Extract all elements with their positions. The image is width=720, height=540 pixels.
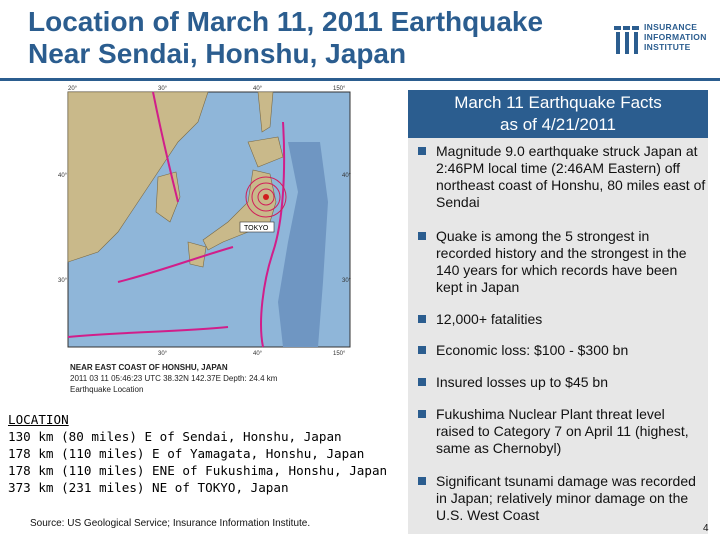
title-line-2: Near Sendai, Honshu, Japan — [28, 38, 407, 69]
fact-text: Magnitude 9.0 earthquake struck Japan at 2:46PM local time (2:46AM Eastern) off northeast coast of Honshu, 80 miles east of Sendai — [436, 143, 706, 210]
location-heading: LOCATION — [8, 412, 69, 427]
fact-text: Quake is among the 5 strongest in recorded history and the strongest in the 140 years for which records have been kept in Japan — [436, 228, 687, 295]
title-line-1: Location of March 11, 2011 Earthquake — [28, 6, 544, 37]
square-bullet-icon — [418, 378, 426, 386]
map-caption-title: NEAR EAST COAST OF HONSHU, JAPAN — [70, 363, 228, 372]
page-number: 4 — [703, 523, 709, 534]
fact-text: 12,000+ fatalities — [436, 311, 543, 327]
square-bullet-icon — [418, 232, 426, 240]
fact-text: Insured losses up to $45 bn — [436, 374, 609, 390]
source-note: Source: US Geological Service; Insurance Information Institute. — [30, 518, 311, 529]
lat-label: 40° — [58, 173, 68, 179]
lon-label: 150° — [333, 351, 346, 357]
lon-label: 20° — [68, 86, 78, 92]
map-caption-footer: Earthquake Location — [70, 385, 144, 394]
earthquake-location-map — [58, 82, 358, 382]
fact-text: Economic loss: $100 - $300 bn — [436, 342, 629, 358]
location-line: 130 km (80 miles) E of Sendai, Honshu, Japan — [8, 429, 342, 444]
map-caption-detail: 2011 03 11 05:46:23 UTC 38.32N 142.37E Depth: 24.4 km — [70, 374, 278, 383]
lat-label: 30° — [342, 278, 352, 284]
location-line: 373 km (231 miles) NE of TOKYO, Japan — [8, 480, 289, 495]
facts-header-line-1: March 11 Earthquake Facts — [454, 93, 662, 112]
logo-text — [644, 22, 707, 52]
facts-header-line-2: as of 4/21/2011 — [500, 115, 616, 134]
square-bullet-icon — [418, 315, 426, 323]
location-block — [8, 411, 418, 496]
square-bullet-icon — [418, 410, 426, 418]
facts-header — [408, 90, 708, 138]
location-line: 178 km (110 miles) E of Yamagata, Honshu, Japan — [8, 446, 365, 461]
lon-label: 30° — [158, 86, 168, 92]
title-divider — [0, 78, 720, 81]
logo-line-2: INFORMATION — [644, 32, 707, 42]
logo-line-3: INSTITUTE — [644, 42, 691, 52]
logo-line-1: INSURANCE — [644, 22, 698, 32]
tokyo-label: TOKYO — [244, 225, 269, 232]
lon-label: 40° — [253, 351, 263, 357]
square-bullet-icon — [418, 147, 426, 155]
fact-text: Fukushima Nuclear Plant threat level raised to Category 7 on April 11 (highest, same as Chernobyl) — [436, 406, 689, 456]
map-caption — [70, 362, 360, 395]
lat-label: 30° — [58, 278, 68, 284]
square-bullet-icon — [418, 477, 426, 485]
lon-label: 150° — [333, 86, 346, 92]
lon-label: 30° — [158, 351, 168, 357]
lat-label: 40° — [342, 173, 352, 179]
location-line: 178 km (110 miles) ENE of Fukushima, Honshu, Japan — [8, 463, 388, 478]
lon-label: 40° — [253, 86, 263, 92]
square-bullet-icon — [418, 346, 426, 354]
page-title — [28, 6, 588, 70]
fact-text: Significant tsunami damage was recorded in Japan; relatively minor damage on the U.S. West Coast — [436, 473, 696, 523]
